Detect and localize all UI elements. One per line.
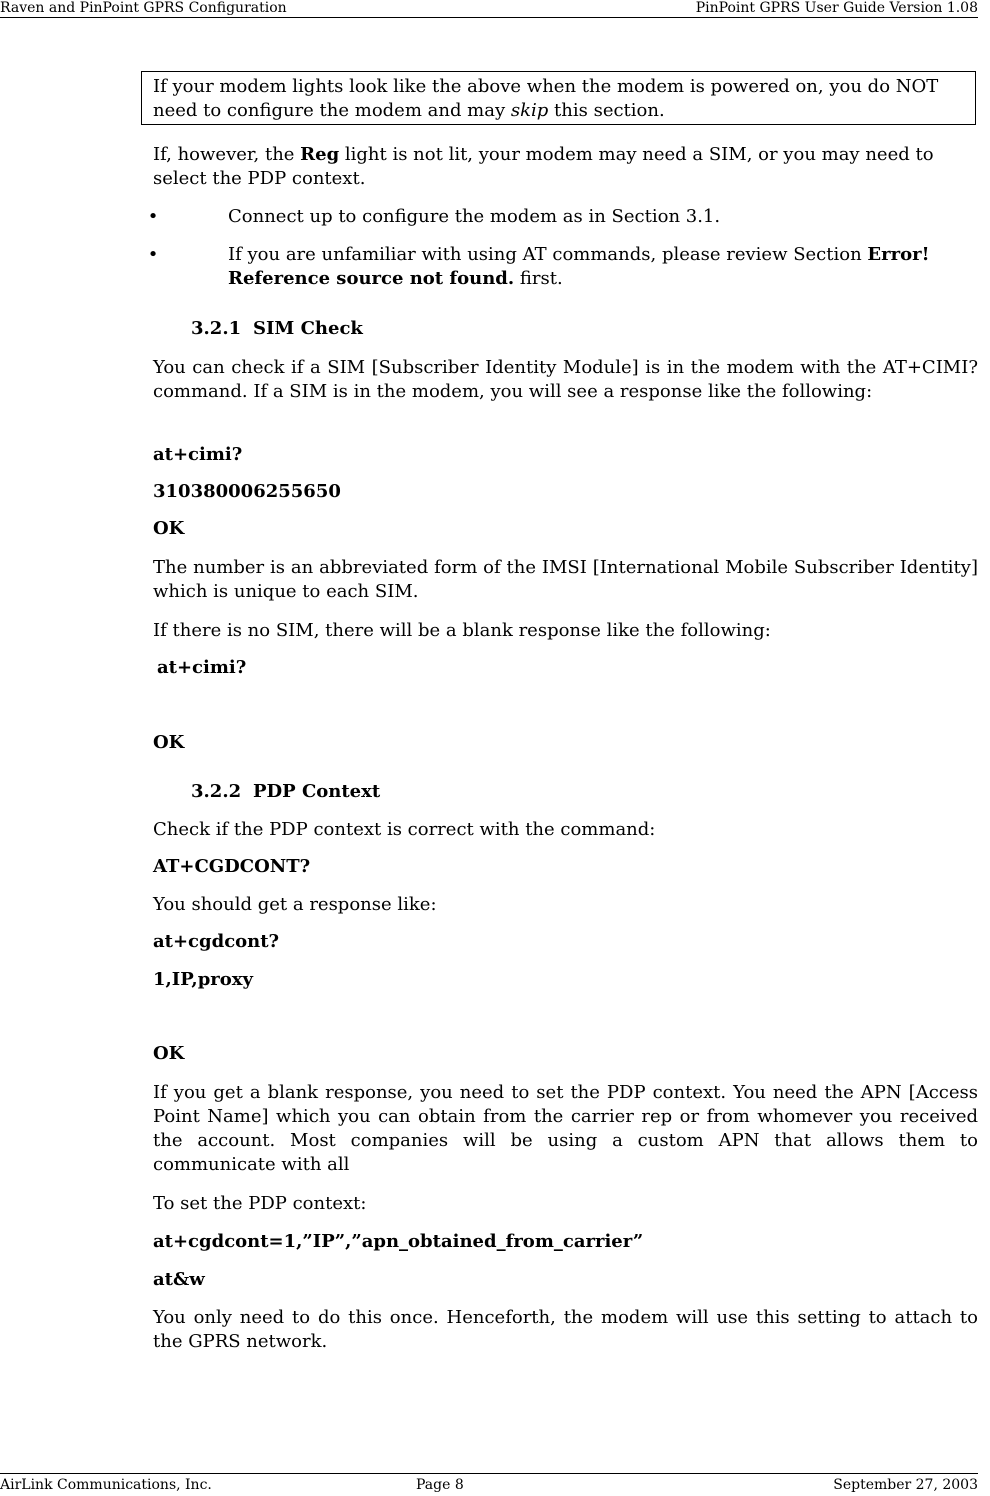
command-line: at+cgdcont? [153,931,280,952]
note-text-end: this section. [548,100,665,121]
closing-paragraph: You only need to do this once. Henceforth, the modem will use this setting to attach to the GPRS network. [153,1307,978,1352]
header-doc-title: Raven and PinPoint GPRS Configuration [0,0,287,16]
note-text: If your modem lights look like the above when the modem is powered on, you do NOT need to configure the modem and may [153,76,939,121]
intro-paragraph: If, however, the Reg light is not lit, your modem may need a SIM, or you may need to select the PDP context. [153,144,934,189]
page-header [0,0,978,18]
no-sim-paragraph: If there is no SIM, there will be a blank response like the following: [153,620,771,641]
note-emphasis: skip [510,100,549,121]
ok-line: OK [153,1043,185,1064]
response-intro-paragraph: You should get a response like: [153,894,437,915]
reference-error: Error! Reference source not found. [228,244,930,289]
command-line: at+cimi? [157,657,247,678]
bullet-icon: • [147,206,159,227]
ok-line: OK [153,732,185,753]
note-box [141,71,976,125]
page-footer [0,1473,978,1496]
imsi-paragraph: The number is an abbreviated form of the IMSI [International Mobile Subscriber Identity] which is unique to each SIM. [153,557,978,602]
command-line: at+cgdcont=1,”IP”,”apn_obtained_from_carrier” [153,1231,644,1252]
response-line: 1,IP,proxy [153,969,253,990]
command-line: at+cimi? [153,444,243,465]
command-line: AT+CGDCONT? [153,856,311,877]
header-guide-version: PinPoint GPRS User Guide Version 1.08 [695,0,978,16]
ok-line: OK [153,518,185,539]
footer-date: September 27, 2003 [833,1477,978,1493]
footer-page-number: Page 8 [416,1477,464,1493]
pdp-paragraph: Check if the PDP context is correct with the command: [153,819,656,840]
response-line: 310380006255650 [153,481,341,502]
set-pdp-paragraph: To set the PDP context: [153,1193,367,1214]
apn-paragraph: If you get a blank response, you need to set the PDP context. You need the APN [Access Point Name] which you can obtain from the carrier rep or from whomever you received the account. Most companies will be using a custom APN that allows them to communicate with all [153,1082,978,1175]
sim-paragraph: You can check if a SIM [Subscriber Identity Module] is in the modem with the AT+CIMI? command. If a SIM is in the modem, you will see a response like the following: [153,357,978,402]
command-line: at&w [153,1269,205,1290]
bullet-icon: • [147,244,159,265]
document-page: Raven and PinPoint GPRS Configuration PinPoint GPRS User Guide Version 1.08 If your modem lights look like the above when the modem is powered on, you do NOT need to configure the modem and may skip this section. If, however, the Reg light is not lit, your modem may need a SIM, or you may need to select the PDP context. • Connect up to configure the modem as in Section 3.1. • If you are unfamiliar with using AT commands, please review Section Error! Reference source not found. first. 3.2.1 SIM Check You can check if a SIM [Subscriber Identity Module] is in the modem with the AT+CIMI? command. If a SIM is in the modem, you will see a response like the following: at+cimi? 310380006255650 OK The number is an abbreviated form of the IMSI [International Mobile Subscriber Identity] which is unique to each SIM. If there is no SIM, there will be a blank response like the following: at+cimi? OK 3.2.2 PDP Context Check if the PDP context is correct with the command: AT+CGDCONT? You should get a response like: at+cgdcont? 1,IP,proxy OK If you get a blank response, you need to set the PDP context. You need the APN [Access Point Name] which you can obtain from the carrier rep or from whomever you received the account. Most companies will be using a custom APN that allows them to communicate with all To set the PDP context: at+cgdcont=1,”IP”,”apn_obtained_from_carrier” at&w You only need to do this once. Henceforth, the modem will use this setting to attach to the GPRS network. AirLink Communications, Inc. Page 8 September 27, 2003 [0,0,990,1495]
reg-label: Reg [300,144,340,165]
footer-company: AirLink Communications, Inc. [0,1477,212,1493]
